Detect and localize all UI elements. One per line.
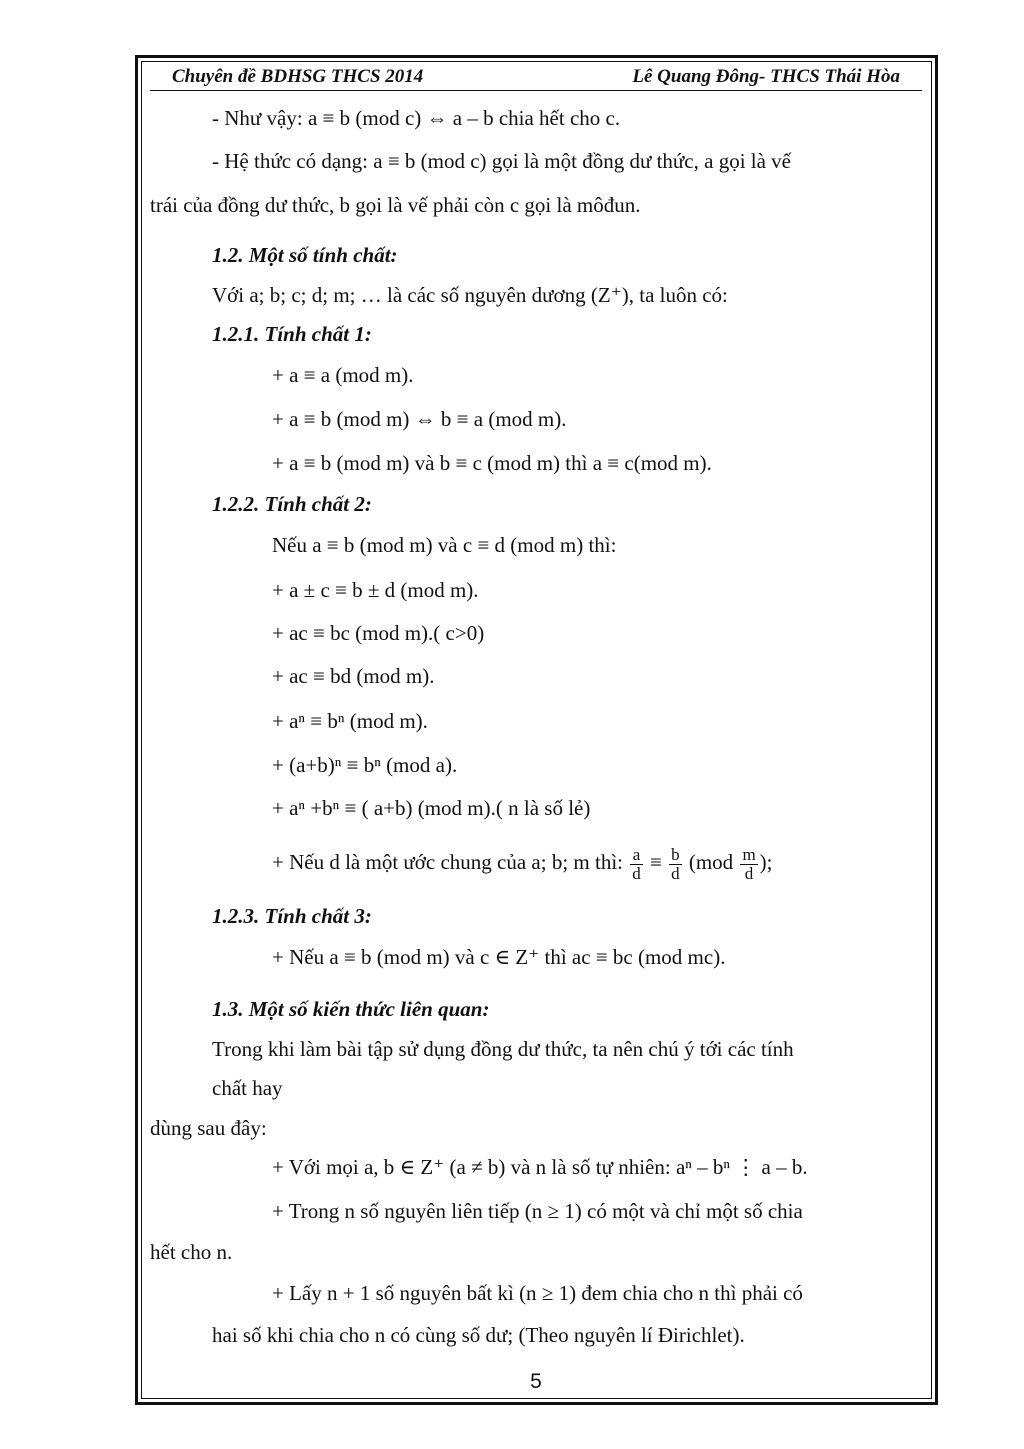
fraction-b-over-d <box>669 846 682 883</box>
text-line: hết cho n. <box>150 1240 233 1264</box>
congruence-symbol: ≡ <box>650 850 662 874</box>
header-left: Chuyên đề BDHSG THCS 2014 <box>172 66 424 87</box>
mod-text: (mod <box>688 850 734 874</box>
text-line: dùng sau đây: <box>150 1116 267 1140</box>
property-item: + aⁿ +bⁿ ≡ ( a+b) (mod m).( n là số lẻ) <box>272 796 591 820</box>
fraction-denominator: d <box>671 863 680 883</box>
text-line: Với a; b; c; d; m; … là các số nguyên dương (Z⁺), ta luôn có: <box>212 283 728 307</box>
property-item: + Trong n số nguyên liên tiếp (n ≥ 1) có một và chỉ một số chia <box>272 1199 803 1223</box>
subsection-heading: 1.2.3. Tính chất 3: <box>212 904 372 928</box>
subsection-heading: 1.2.1. Tính chất 1: <box>212 322 372 346</box>
closing-text: ); <box>759 850 773 874</box>
property-item: + a ± c ≡ b ± d (mod m). <box>272 578 479 602</box>
fraction-numerator: a <box>630 846 643 865</box>
property-item: + aⁿ ≡ bⁿ (mod m). <box>272 709 428 733</box>
property-item: + Với mọi a, b ∈ Z⁺ (a ≠ b) và n là số tự nhiên: aⁿ – bⁿ ⋮ a – b. <box>272 1155 808 1179</box>
property-item: + ac ≡ bc (mod m).( c>0) <box>272 621 485 645</box>
property-item: + a ≡ a (mod m). <box>272 363 414 387</box>
property-item: + Nếu a ≡ b (mod m) và c ∈ Z⁺ thì ac ≡ bc (mod mc). <box>272 945 726 969</box>
fraction-numerator: m <box>742 844 756 864</box>
text-line: Nếu a ≡ b (mod m) và c ≡ d (mod m) thì: <box>272 533 617 557</box>
text-line: Trong khi làm bài tập sử dụng đồng dư thức, ta nên chú ý tới các tính <box>212 1037 794 1061</box>
subsection-heading: 1.2.2. Tính chất 2: <box>212 492 372 516</box>
header-right: Lê Quang Đông- THCS Thái Hòa <box>632 66 900 87</box>
section-heading: 1.2. Một số tính chất: <box>212 243 398 267</box>
section-heading: 1.3. Một số kiến thức liên quan: <box>212 997 490 1021</box>
fraction-line-prefix: + Nếu d là một ước chung của a; b; m thì: <box>272 850 624 874</box>
property-item: + a ≡ b (mod m) và b ≡ c (mod m) thì a ≡ c(mod m). <box>272 451 712 475</box>
text-line: chất hay <box>212 1076 283 1100</box>
property-item: + ac ≡ bd (mod m). <box>272 664 435 688</box>
fraction-numerator: b <box>671 844 680 864</box>
property-item: + Lấy n + 1 số nguyên bất kì (n ≥ 1) đem chia cho n thì phải có <box>272 1281 803 1305</box>
text-line: trái của đồng dư thức, b gọi là vế phải còn c gọi là môđun. <box>150 193 641 217</box>
property-item: + a ≡ b (mod m) ⇔ b ≡ a (mod m). <box>272 407 567 431</box>
fraction-m-over-d <box>740 846 757 883</box>
text-line: hai số khi chia cho n có cùng số dư; (Theo nguyên lí Đirichlet). <box>212 1323 745 1347</box>
property-item: + (a+b)ⁿ ≡ bⁿ (mod a). <box>272 753 458 777</box>
page-header <box>150 66 922 91</box>
fraction-denominator: d <box>744 863 754 883</box>
fraction-denominator: d <box>632 863 641 883</box>
text-line: - Như vậy: a ≡ b (mod c) ⇔ a – b chia hết cho c. <box>212 106 621 130</box>
page-number: 5 <box>530 1370 542 1393</box>
fraction-a-over-d <box>630 846 643 883</box>
text-line: - Hệ thức có dạng: a ≡ b (mod c) gọi là một đồng dư thức, a gọi là vế <box>212 149 792 173</box>
property-item-fraction <box>272 842 773 883</box>
